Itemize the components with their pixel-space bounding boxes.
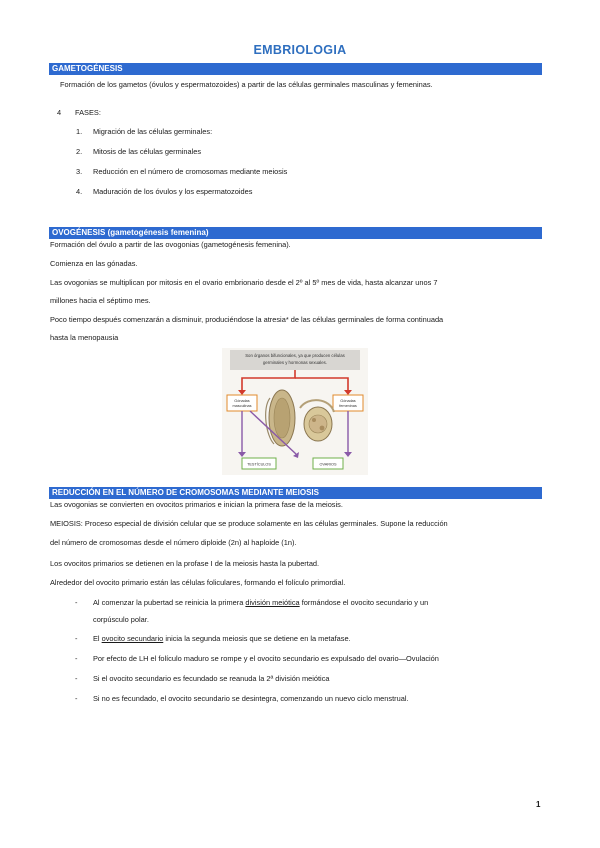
phase-text: Maduración de los óvulos y los espermatozoides xyxy=(93,187,253,196)
gametogenesis-definition: Formación de los gametos (óvulos y espermatozoides) a partir de las células germinales masculinas y femeninas. xyxy=(60,80,433,89)
phases-label: FASES: xyxy=(75,108,101,117)
ovogenesis-paragraph: millones hacia el séptimo mes. xyxy=(50,296,151,305)
bullet-item: Si no es fecundado, el ovocito secundario se desintegra, comenzando un nuevo ciclo menstrual. xyxy=(93,694,409,703)
phases-count: 4 xyxy=(57,108,62,117)
section-header-meiosis: REDUCCIÓN EN EL NÚMERO DE CROMOSOMAS MEDIANTE MEIOSIS xyxy=(49,487,542,499)
page-number: 1 xyxy=(536,800,541,809)
bullet-dash: - xyxy=(75,634,78,643)
document-title: EMBRIOLOGIA xyxy=(253,43,347,57)
section-header-gametogenesis: GAMETOGÉNESIS xyxy=(49,63,542,75)
meiosis-paragraph: del número de cromosomas desde el número diploide (2n) al haploide (1n). xyxy=(50,538,297,547)
bullet-item-continuation: corpúsculo polar. xyxy=(93,615,149,624)
phase-number: 4. xyxy=(76,187,83,196)
bullet-dash: - xyxy=(75,654,78,663)
underlined-term: ovocito secundario xyxy=(101,634,164,643)
ovary-label: OVARIOS xyxy=(319,462,337,467)
bullet-item: Al comenzar la pubertad se reinicia la primera división meiótica formándose el ovocito secundario y un xyxy=(93,598,429,607)
ovogenesis-paragraph: Poco tiempo después comenzarán a disminuir, produciéndose la atresia* de las células germinales de forma continuada xyxy=(50,315,444,324)
phase-number: 1. xyxy=(76,127,83,136)
ovogenesis-paragraph: Formación del óvulo a partir de las ovogonias (gametogénesis femenina). xyxy=(50,240,291,249)
gonads-figure xyxy=(222,348,368,475)
figure-caption-line: Son órganos bifuncionales, ya que producen células xyxy=(245,353,345,358)
phase-text: Reducción en el número de cromosomas mediante meiosis xyxy=(93,167,288,176)
right-box-line: Gónadas xyxy=(340,399,356,403)
meiosis-paragraph: Las ovogonias se convierten en ovocitos primarios e inician la primera fase de la meiosis. xyxy=(50,500,343,509)
testis-label: TESTÍCULOS xyxy=(247,462,271,467)
ovogenesis-paragraph: Las ovogonias se multiplican por mitosis en el ovario embrionario desde el 2º al 5º mes de vida, hasta alcanzar unos 7 xyxy=(50,278,438,287)
bullet-dash: - xyxy=(75,694,78,703)
bullet-dash: - xyxy=(75,598,78,607)
phase-number: 3. xyxy=(76,167,83,176)
meiosis-paragraph: MEIOSIS: Proceso especial de división celular que se produce solamente en las células germinales. Supone la reducción xyxy=(50,519,448,528)
left-box-line: Gónadas xyxy=(234,399,250,403)
bullet-item: Por efecto de LH el folículo maduro se rompe y el ovocito secundario es expulsado del ovario—Ovulación xyxy=(93,654,439,663)
phase-text: Mitosis de las células germinales xyxy=(93,147,202,156)
phase-text: Migración de las células germinales: xyxy=(93,127,213,136)
phase-number: 2. xyxy=(76,147,83,156)
ovogenesis-paragraph: hasta la menopausia xyxy=(50,333,119,342)
right-box-line: femeninas xyxy=(339,404,357,408)
meiosis-paragraph: Alrededor del ovocito primario están las células foliculares, formando el folículo primordial. xyxy=(50,578,346,587)
meiosis-paragraph: Los ovocitos primarios se detienen en la profase I de la meiosis hasta la pubertad. xyxy=(50,559,320,568)
left-box-line: masculinas xyxy=(232,404,252,408)
bullet-item: Si el ovocito secundario es fecundado se reanuda la 2ª división meiótica xyxy=(93,674,330,683)
underlined-term: división meiótica xyxy=(245,598,300,607)
bullet-item: El ovocito secundario inicia la segunda meiosis que se detiene en la metafase. xyxy=(93,634,351,643)
bullet-dash: - xyxy=(75,674,78,683)
ovogenesis-paragraph: Comienza en las gónadas. xyxy=(50,259,138,268)
figure-caption-line: germinales y hormonas sexuales. xyxy=(262,360,328,365)
section-header-ovogenesis: OVOGÉNESIS (gametogénesis femenina) xyxy=(49,227,542,239)
